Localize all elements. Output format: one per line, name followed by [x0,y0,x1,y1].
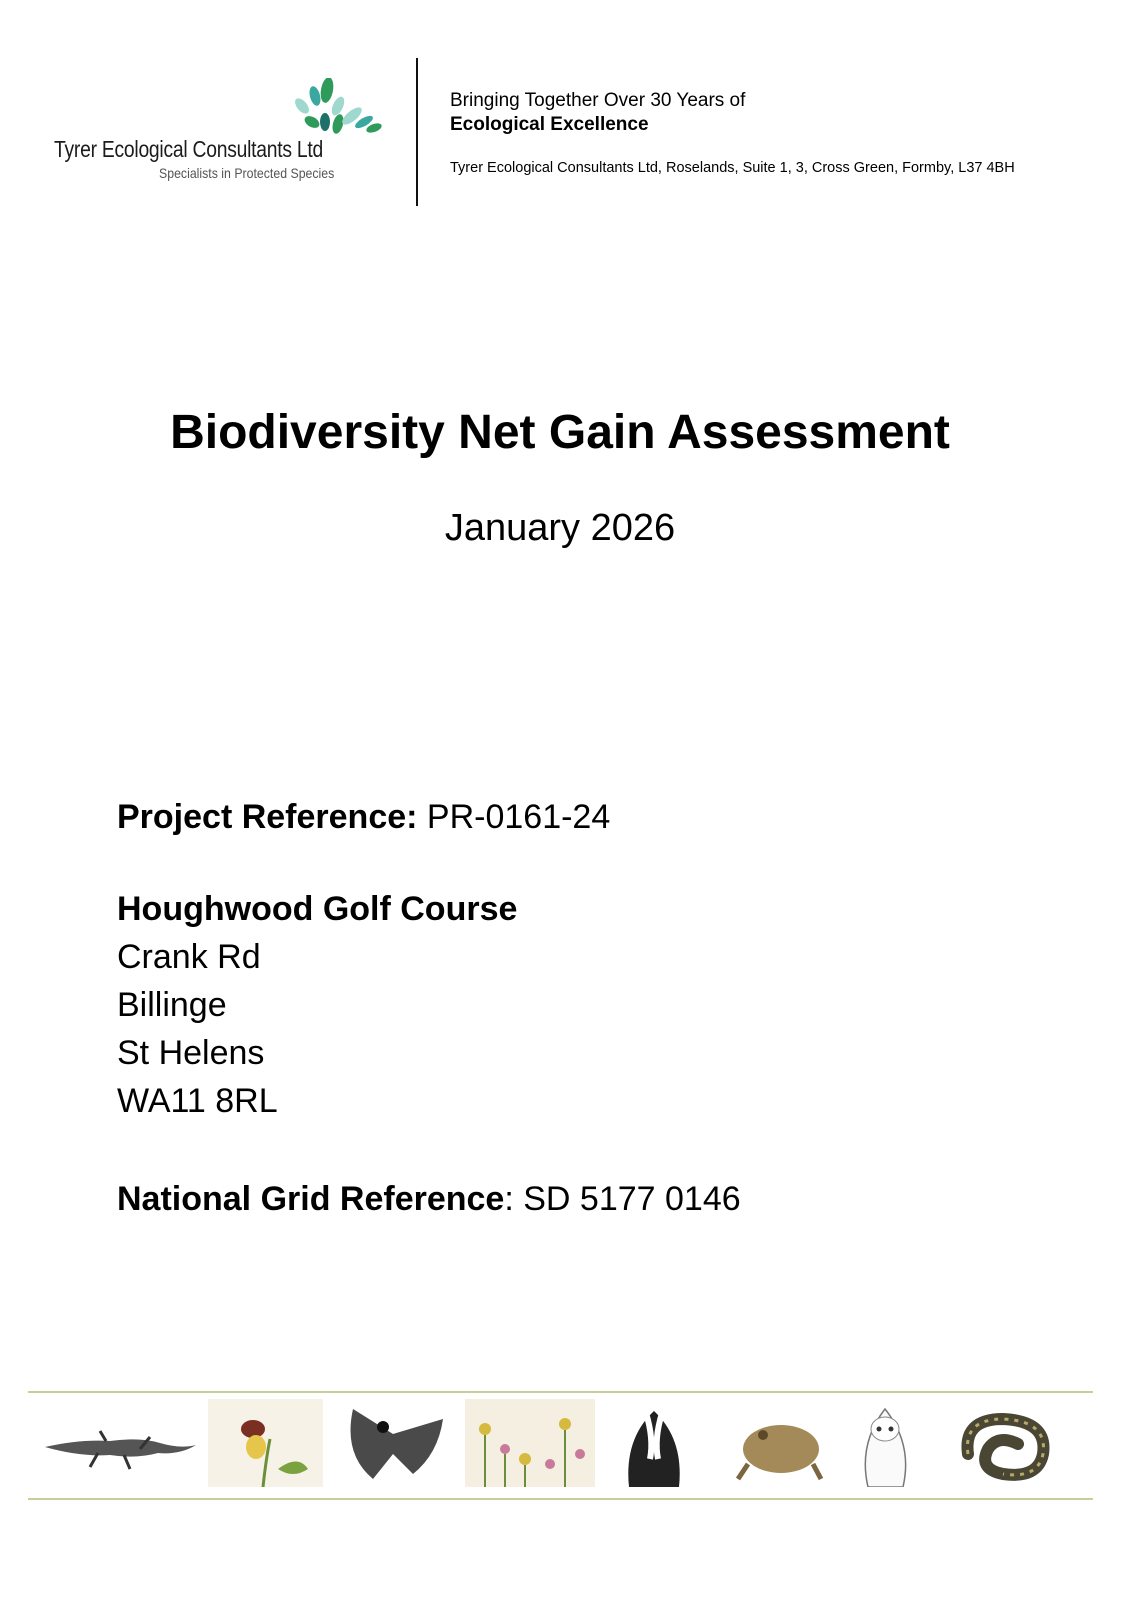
report-date: January 2026 [444,507,676,549]
grid-reference-label: National Grid Reference [117,1180,505,1218]
report-title: Biodiversity Net Gain Assessment [170,406,950,459]
project-reference-value: PR-0161-24 [417,798,611,836]
snake-illustration-icon [953,1399,1058,1487]
project-reference-label: Project Reference: [117,798,418,836]
orchid-illustration-icon [208,1399,323,1487]
wildlife-image-strip [28,1391,1093,1500]
header-address: Tyrer Ecological Consultants Ltd, Roselands, Suite 1, 3, Cross Green, Formby, L37 4BH [450,160,1015,176]
badger-illustration-icon [614,1399,694,1487]
address-line: Billinge [117,986,227,1024]
toad-illustration-icon [733,1399,828,1487]
grid-reference [117,1182,741,1216]
address-line: WA11 8RL [117,1082,278,1120]
wildflowers-illustration-icon [465,1399,595,1487]
header-divider [416,58,418,206]
newt-illustration-icon [40,1399,200,1487]
header-tagline-line1: Bringing Together Over 30 Years of [450,90,746,111]
header-tagline-line2: Ecological Excellence [450,114,649,135]
site-name: Houghwood Golf Course [117,890,518,928]
company-tagline: Specialists in Protected Species [159,165,335,181]
address-line: St Helens [117,1034,265,1072]
owl-illustration-icon [848,1399,923,1487]
company-name: Tyrer Ecological Consultants Ltd [54,136,323,162]
project-reference [117,800,610,834]
bat-illustration-icon [333,1399,453,1487]
grid-reference-value: : SD 5177 0146 [504,1180,741,1218]
address-line: Crank Rd [117,938,261,976]
